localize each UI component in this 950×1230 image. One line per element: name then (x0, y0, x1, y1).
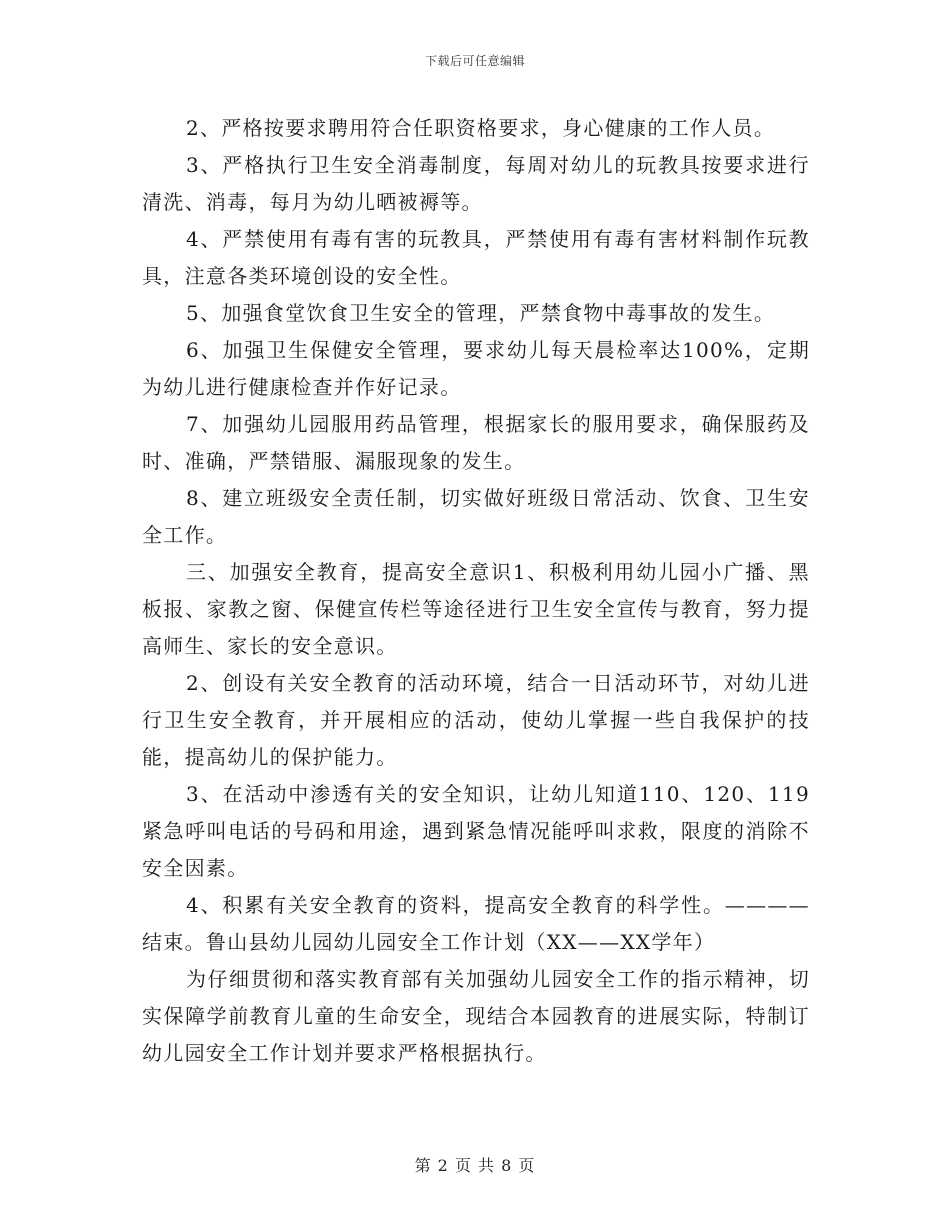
paragraph-item-5: 5、加强食堂饮食卫生安全的管理，严禁食物中毒事故的发生。 (186, 301, 776, 325)
paragraph-item-7: 7、加强幼儿园服用药品管理，根据家长的服用要求，确保服药及时、准确，严禁错服、漏服现象的发生。 (142, 412, 810, 473)
paragraph-edu-4: 4、积累有关安全教育的资料，提高安全教育的科学性。————结束。鲁山县幼儿园幼儿园安全工作计划（XX——XX学年） (142, 893, 810, 954)
page-footer (0, 1153, 950, 1176)
paragraph-item-2: 2、严格按要求聘用符合任职资格要求，身心健康的工作人员。 (186, 116, 776, 140)
footer-suffix: 页 (518, 1156, 536, 1175)
paragraph-section-three: 三、加强安全教育，提高安全意识1、积极利用幼儿园小广播、黑板报、家教之窗、保健宣传栏等途径进行卫生安全宣传与教育，努力提高师生、家长的安全意识。 (142, 560, 810, 658)
paragraph-item-8: 8、建立班级安全责任制，切实做好班级日常活动、饮食、卫生安全工作。 (142, 486, 810, 547)
paragraph-item-3: 3、严格执行卫生安全消毒制度，每周对幼儿的玩教具按要求进行清洗、消毒，每月为幼儿晒被褥等。 (142, 153, 810, 214)
footer-middle: 页 共 (454, 1156, 496, 1175)
paragraph-edu-2: 2、创设有关安全教育的活动环境，结合一日活动环节，对幼儿进行卫生安全教育，并开展相应的活动，使幼儿掌握一些自我保护的技能，提高幼儿的保护能力。 (142, 671, 810, 769)
paragraph-intro: 为仔细贯彻和落实教育部有关加强幼儿园安全工作的指示精神，切实保障学前教育儿童的生命安全，现结合本园教育的进展实际，特制订幼儿园安全工作计划并要求严格根据执行。 (142, 967, 810, 1065)
paragraph-item-4: 4、严禁使用有毒有害的玩教具，严禁使用有毒有害材料制作玩教具，注意各类环境创设的安全性。 (142, 227, 810, 288)
paragraph-edu-3: 3、在活动中渗透有关的安全知识，让幼儿知道110、120、119紧急呼叫电话的号码和用途，遇到紧急情况能呼叫求救，限度的消除不安全因素。 (142, 782, 810, 880)
footer-total-pages: 8 (501, 1156, 513, 1175)
footer-prefix: 第 (414, 1156, 432, 1175)
footer-page-number: 2 (437, 1156, 449, 1175)
document-body (142, 110, 810, 1072)
paragraph-item-6: 6、加强卫生保健安全管理，要求幼儿每天晨检率达100%，定期为幼儿进行健康检查并作好记录。 (142, 338, 810, 399)
page-header: 下载后可任意编辑 (424, 54, 525, 68)
